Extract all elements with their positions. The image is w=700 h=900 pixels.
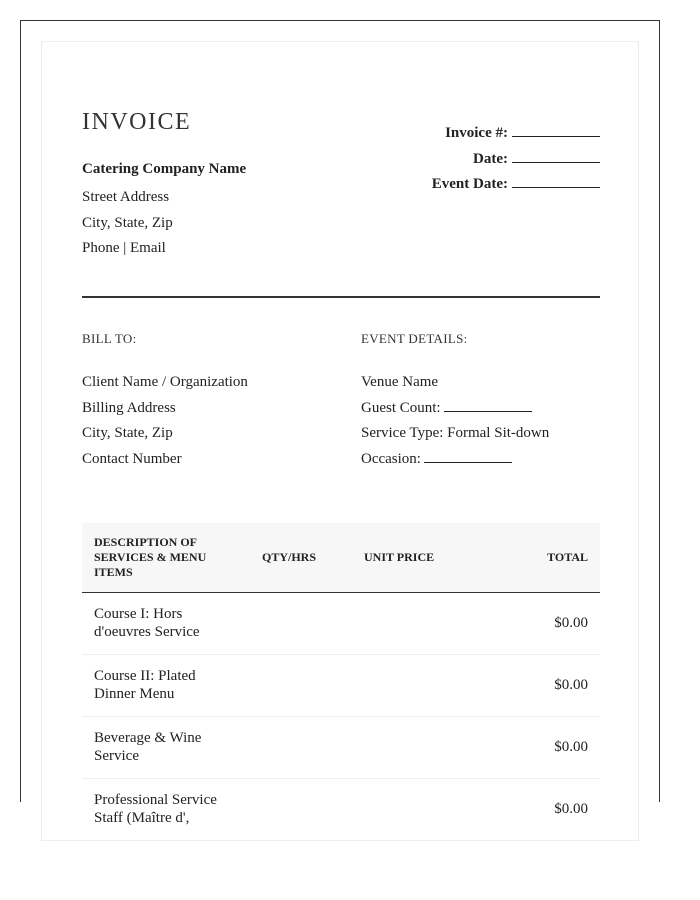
event-venue: Venue Name	[361, 374, 439, 390]
row-description: Professional Service Staff (Maître d',	[82, 779, 248, 841]
event-guest-count-label: Guest Count:	[361, 399, 441, 416]
row-qty	[248, 717, 352, 779]
event-date-blank	[512, 172, 600, 188]
invoice-title: INVOICE	[82, 109, 192, 135]
event-details-heading: EVENT DETAILS:	[361, 331, 468, 346]
row-description: Course II: Plated Dinner Menu	[82, 655, 248, 717]
event-service-type: Service Type: Formal Sit-down	[361, 425, 550, 441]
table-row	[82, 593, 600, 655]
bill-to-heading: BILL TO:	[82, 331, 137, 346]
company-city: City, State, Zip	[82, 214, 173, 231]
event-guest-count-row	[361, 396, 601, 422]
company-info	[82, 160, 382, 262]
bill-to-city: City, State, Zip	[82, 425, 173, 441]
column-header-unit-price: UNIT PRICE	[352, 523, 492, 593]
column-header-description: DESCRIPTION OF SERVICES & MENU ITEMS	[82, 523, 248, 593]
event-date-label: Event Date:	[431, 176, 508, 192]
row-total: $0.00	[492, 655, 600, 717]
row-qty	[248, 779, 352, 841]
line-items-table	[82, 523, 600, 841]
invoice-page	[41, 41, 639, 841]
row-unit-price	[352, 779, 492, 841]
row-qty	[248, 593, 352, 655]
line-items-body	[82, 593, 600, 841]
invoice-meta	[432, 121, 600, 198]
table-row	[82, 717, 600, 779]
event-guest-count-blank	[444, 397, 532, 412]
invoice-date-blank	[512, 147, 600, 163]
row-total: $0.00	[492, 717, 600, 779]
company-name: Catering Company Name	[82, 161, 247, 177]
event-occasion-blank	[424, 448, 512, 463]
invoice-number-row	[432, 121, 600, 147]
row-unit-price	[352, 593, 492, 655]
invoice-date-label: Date:	[473, 150, 508, 167]
bill-to-section	[82, 331, 352, 472]
document-frame	[20, 20, 660, 826]
company-contact: Phone | Email	[82, 240, 166, 256]
invoice-date-row	[432, 147, 600, 173]
company-street: Street Address	[82, 189, 170, 205]
row-qty	[248, 655, 352, 717]
event-date-row	[432, 172, 600, 198]
event-occasion-row	[361, 447, 601, 473]
column-header-qty: QTY/HRS	[248, 523, 352, 593]
event-occasion-label: Occasion:	[361, 450, 421, 467]
event-details-section	[361, 331, 601, 472]
row-total: $0.00	[492, 593, 600, 655]
bill-to-contact: Contact Number	[82, 450, 182, 467]
bill-to-address: Billing Address	[82, 399, 176, 416]
row-unit-price	[352, 717, 492, 779]
row-description: Course I: Hors d'oeuvres Service	[82, 593, 248, 655]
column-header-total: TOTAL	[492, 523, 600, 593]
invoice-number-label: Invoice #:	[445, 125, 508, 141]
bill-to-client: Client Name / Organization	[82, 374, 248, 390]
row-total: $0.00	[492, 779, 600, 841]
table-row	[82, 655, 600, 717]
line-items-header-row	[82, 523, 600, 593]
line-items-header	[82, 523, 600, 593]
row-unit-price	[352, 655, 492, 717]
header-divider	[82, 296, 600, 298]
invoice-number-blank	[512, 121, 600, 137]
table-row	[82, 779, 600, 841]
row-description: Beverage & Wine Service	[82, 717, 248, 779]
